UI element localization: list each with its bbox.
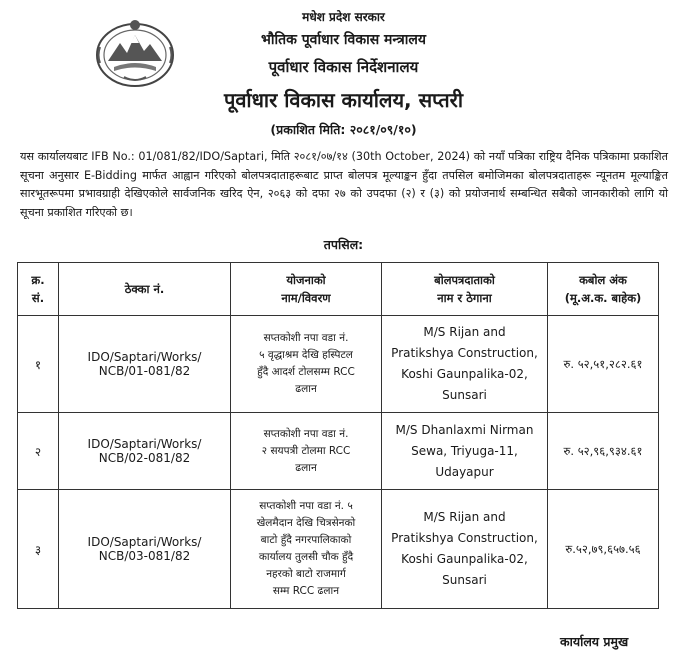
description-line: कार्यालय तुलसी चौक हुँदै [258, 551, 354, 563]
col-serial-line1: क्र. [31, 273, 45, 287]
description-line: हुँदै आदर्श टोलसम्म RCC [257, 366, 355, 378]
contract-line2: NCB/03-081/82 [98, 549, 191, 563]
bidder-line: Koshi Gaunpalika-02, [401, 552, 528, 566]
schedule-heading: तपसिल: [323, 237, 364, 252]
contract-line1: IDO/Saptari/Works/ [87, 350, 202, 364]
bidder-line: Pratikshya Construction, [391, 531, 538, 545]
table-row [18, 413, 659, 490]
bidder-line: Sunsari [442, 388, 487, 402]
col-bidder-line2: नाम र ठेगाना [437, 291, 492, 305]
cell-description [231, 490, 382, 609]
description-line: नहरको बाटो राजमार्ग [266, 568, 346, 580]
published-date: (प्रकाशित मिति: २०८१/०९/१०) [270, 122, 417, 137]
header-line-government: मधेश प्रदेश सरकार [302, 10, 385, 24]
cell-serial: १ [18, 316, 59, 413]
office-chief-signature-label: कार्यालय प्रमुख [560, 634, 629, 649]
description-line: २ सयपत्री टोलमा RCC [261, 444, 351, 457]
bidder-line: Udayapur [435, 464, 494, 479]
description-line: बाटो हुँदै नगरपालिकाको [260, 534, 352, 546]
bidder-line: Sewa, Triyuga-11, [411, 443, 518, 458]
table-row [18, 316, 659, 413]
description-line: सप्तकोशी नपा वडा नं. ५ [259, 500, 353, 512]
intro-paragraph: यस कार्यालयबाट IFB No.: 01/081/82/IDO/Saptari, मिति २०८१/०७/१४ (30th October, 2024) को नयाँ पत्रिका राष्ट्रिय दैनिक पत्रिकामा प्रकाशित सूचना अनुसार E-Bidding मार्फत आह्वान गरिएको बोलपत्रदाताहरूबाट प्राप्त बोलपत्र मूल्याङ्कन हुँदा तपसिल बमोजिमका बोलपत्रदाताहरू न्यूनतम मूल्याङ्कित सारभूतरूपमा प्रभावग्राही देखिएकोले सार्वजनिक खरिद ऐन, २०६३ को दफा २७ को उपदफा (२) र (३) को प्रयोजनार्थ सम्बन्धित सबैको जानकारीको लागि यो सूचना प्रकाशित गरिएको छ। [20, 150, 668, 219]
bidder-line: Koshi Gaunpalika-02, [401, 367, 528, 381]
col-bidder [382, 263, 548, 316]
bidder-line: M/S Dhanlaxmi Nirman [395, 422, 534, 437]
contract-line1: IDO/Saptari/Works/ [87, 535, 202, 549]
cell-contract [59, 316, 231, 413]
cell-bidder [382, 490, 548, 609]
col-project [231, 263, 382, 316]
description-line: सप्तकोशी नपा वडा नं. [263, 427, 349, 440]
nepal-government-emblem [94, 17, 176, 89]
col-serial [18, 263, 59, 316]
col-amount-line2: (मू.अ.क. बाहेक) [564, 291, 642, 305]
bidder-line: M/S Rijan and [423, 325, 506, 339]
contract-line1: IDO/Saptari/Works/ [87, 437, 202, 451]
col-serial-line2: सं. [31, 291, 45, 305]
contract-line2: NCB/02-081/82 [98, 451, 191, 465]
col-contract-label: ठेक्का नं. [124, 282, 165, 296]
description-line: ५ वृद्धाश्रम देखि हस्पिटल [259, 349, 353, 361]
cell-contract [59, 413, 231, 490]
table-header-row [18, 263, 659, 316]
bid-results-table [17, 262, 659, 609]
col-project-line1: योजनाको [286, 273, 326, 287]
description-line: सम्म RCC ढलान [272, 585, 340, 597]
cell-serial: २ [18, 413, 59, 490]
description-line: ढलान [295, 461, 317, 474]
cell-contract [59, 490, 231, 609]
bidder-line: Sunsari [442, 573, 487, 587]
col-amount [548, 263, 659, 316]
page-title: पूर्वाधार विकास कार्यालय, सप्तरी [223, 88, 464, 112]
contract-line2: NCB/01-081/82 [98, 364, 191, 378]
col-bidder-line1: बोलपत्रदाताको [434, 273, 495, 287]
cell-bidder [382, 316, 548, 413]
col-contract-no [59, 263, 231, 316]
description-line: सप्तकोशी नपा वडा नं. [263, 332, 349, 344]
col-project-line2: नाम/विवरण [281, 291, 331, 305]
cell-amount: रु. ५२,५१,२८२.६१ [548, 316, 659, 413]
bidder-line: M/S Rijan and [423, 510, 506, 524]
cell-description [231, 316, 382, 413]
cell-serial: ३ [18, 490, 59, 609]
cell-description [231, 413, 382, 490]
cell-bidder [382, 413, 548, 490]
cell-amount: रु. ५२,९६,९३४.६१ [548, 413, 659, 490]
description-line: खेलमैदान देखि चित्रसेनको [256, 517, 356, 529]
cell-amount: रु.५२,७९,६५७.५६ [548, 490, 659, 609]
header-line-directorate: पूर्वाधार विकास निर्देशनालय [268, 58, 419, 76]
header-line-ministry: भौतिक पूर्वाधार विकास मन्त्रालय [261, 32, 426, 48]
col-amount-line1: कबोल अंक [579, 273, 627, 287]
description-line: ढलान [295, 383, 317, 395]
table-row [18, 490, 659, 609]
bidder-line: Pratikshya Construction, [391, 346, 538, 360]
